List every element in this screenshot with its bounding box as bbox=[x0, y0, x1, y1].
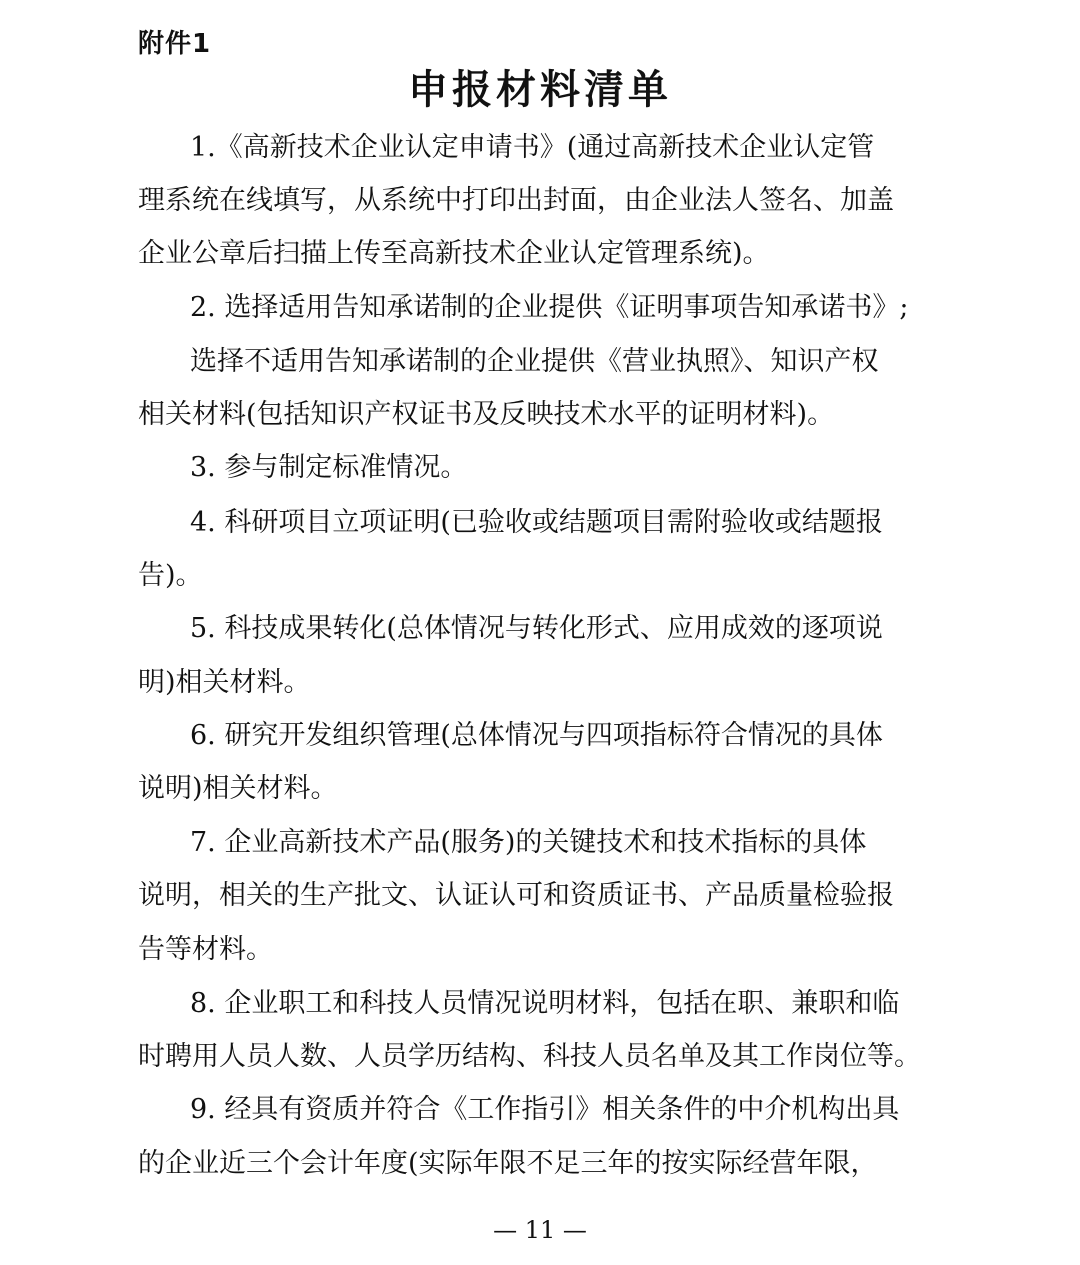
page-title: 申报材料清单 bbox=[408, 67, 672, 113]
item-line: 9. 经具有资质并符合《工作指引》相关条件的中介机构出具 bbox=[190, 1094, 900, 1125]
page-number: — 11 — bbox=[493, 1216, 587, 1244]
item-line: 8. 企业职工和科技人员情况说明材料，包括在职、兼职和临 bbox=[190, 988, 900, 1019]
item-line: 2. 选择适用告知承诺制的企业提供《证明事项告知承诺书》; bbox=[190, 292, 909, 323]
item-line: 告等材料。 bbox=[138, 934, 273, 965]
item-line: 时聘用人员人数、人员学历结构、科技人员名单及其工作岗位等。 bbox=[138, 1041, 921, 1072]
item-line: 告)。 bbox=[138, 560, 203, 591]
item-line: 相关材料(包括知识产权证书及反映技术水平的证明材料)。 bbox=[138, 399, 835, 430]
item-line: 说明)相关材料。 bbox=[138, 773, 338, 804]
item-line: 说明，相关的生产批文、认证认可和资质证书、产品质量检验报 bbox=[138, 880, 894, 911]
item-line: 理系统在线填写，从系统中打印出封面，由企业法人签名、加盖 bbox=[138, 185, 894, 216]
item-line: 3. 参与制定标准情况。 bbox=[190, 452, 468, 483]
item-line: 7. 企业高新技术产品(服务)的关键技术和技术指标的具体 bbox=[190, 827, 867, 858]
item-line: 选择不适用告知承诺制的企业提供《营业执照》、知识产权 bbox=[190, 346, 879, 377]
item-line: 4. 科研项目立项证明(已验收或结题项目需附验收或结题报 bbox=[190, 507, 883, 538]
item-line: 6. 研究开发组织管理(总体情况与四项指标符合情况的具体 bbox=[190, 720, 883, 751]
item-line: 5. 科技成果转化(总体情况与转化形式、应用成效的逐项说 bbox=[190, 613, 883, 644]
item-line: 的企业近三个会计年度(实际年限不足三年的按实际经营年限， bbox=[138, 1148, 878, 1179]
item-line: 明)相关材料。 bbox=[138, 667, 311, 698]
item-line: 企业公章后扫描上传至高新技术企业认定管理系统)。 bbox=[138, 238, 770, 269]
attachment-label: 附件1 bbox=[138, 29, 212, 59]
item-line: 1.《高新技术企业认定申请书》(通过高新技术企业认定管 bbox=[190, 132, 875, 163]
